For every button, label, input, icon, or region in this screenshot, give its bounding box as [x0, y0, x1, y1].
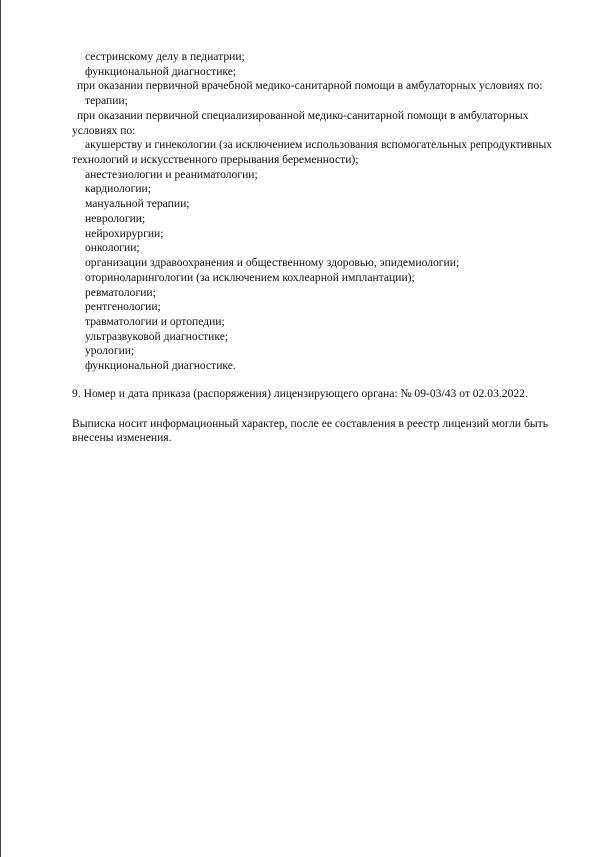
page-edge	[0, 0, 1, 857]
list-line: неврологии;	[85, 211, 146, 225]
list-line: функциональной диагностике.	[85, 359, 236, 373]
list-line: при оказании первичной врачебной медико-санитарной помощи в амбулаторных условиях по:	[77, 79, 543, 93]
list-line: ультразвуковой диагностике;	[85, 329, 229, 343]
disclaimer-paragraph: Выписка носит информационный характер, после ее составления в реестр лицензий могли быть внесены изменения.	[72, 416, 548, 445]
list-line: урологии;	[85, 344, 135, 358]
list-line: при оказании первичной специализированной медико-санитарной помощи в амбулаторных	[77, 108, 529, 122]
list-line: рентгенологии;	[85, 300, 161, 314]
list-line: акушерству и гинекологии (за исключением использования вспомогательных репродуктивных	[85, 138, 553, 152]
list-line: условиях по:	[72, 123, 136, 137]
list-line: организации здравоохранения и общественному здоровью, эпидемиологии;	[85, 256, 460, 270]
list-line: терапии;	[85, 94, 128, 108]
list-line: мануальной терапии;	[85, 197, 190, 211]
list-line: кардиологии;	[85, 182, 151, 196]
list-line: анестезиологии и реаниматологии;	[85, 167, 258, 181]
activity-list	[72, 50, 587, 374]
list-line: сестринскому делу в педиатрии;	[85, 50, 245, 63]
list-line: нейрохирургии;	[85, 226, 164, 240]
list-line: технологий и искусственного прерывания беременности);	[72, 153, 359, 167]
list-line: ревматологии;	[85, 285, 156, 299]
list-line: онкологии;	[85, 241, 140, 255]
document-body	[72, 50, 587, 446]
order-paragraph: 9. Номер и дата приказа (распоряжения) лицензирующего органа: № 09-03/43 от 02.03.2022.	[72, 386, 528, 400]
list-line: оториноларингологии (за исключением кохлеарной имплантации);	[85, 270, 415, 284]
list-line: функциональной диагностике;	[85, 64, 237, 78]
list-line: травматологии и ортопедии;	[85, 314, 225, 328]
